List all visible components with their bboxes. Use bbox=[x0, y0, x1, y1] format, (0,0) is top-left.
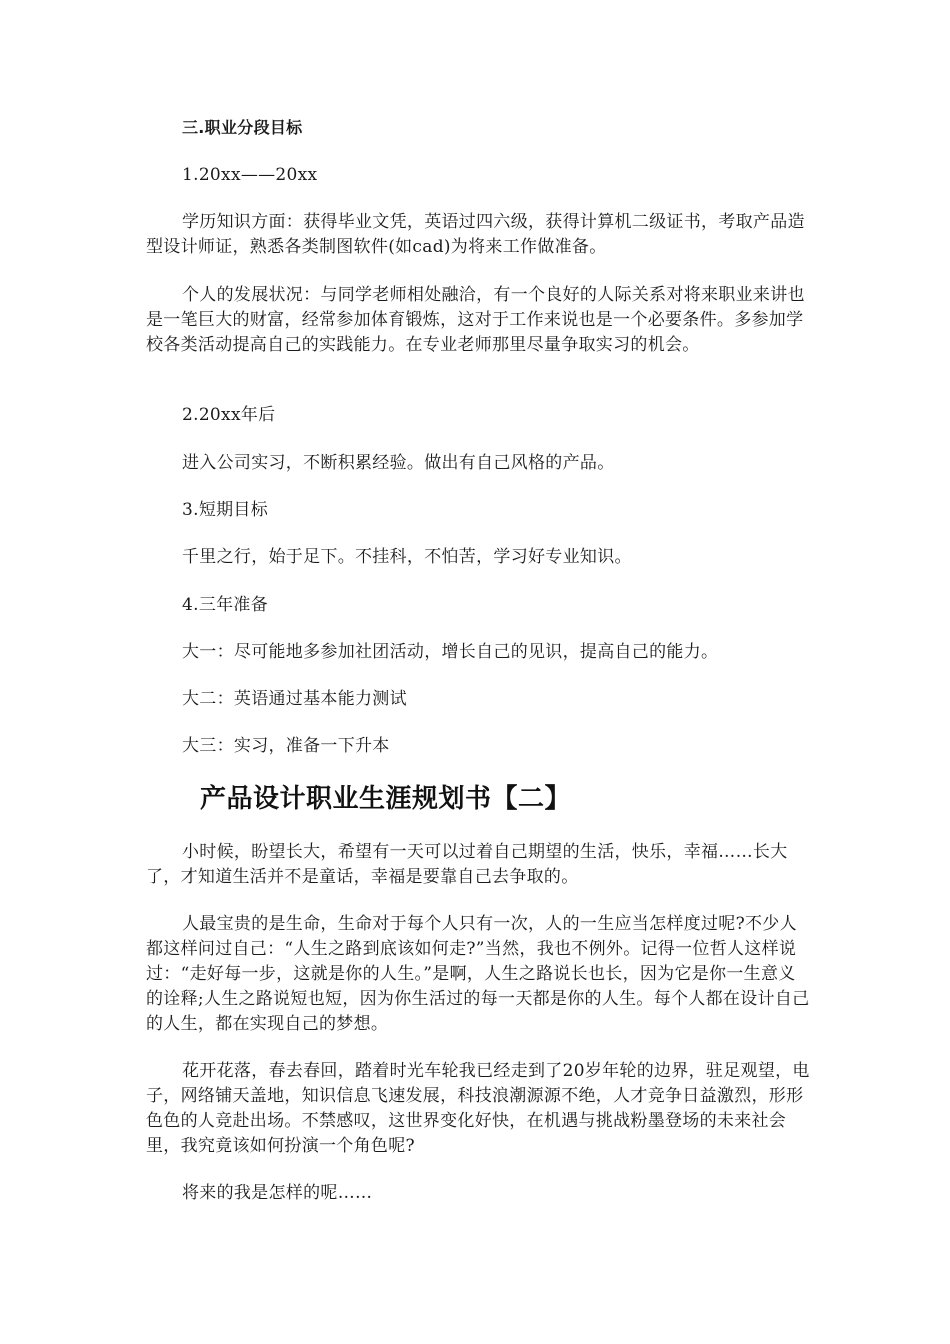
paragraph-future: 将来的我是怎样的呢…… bbox=[182, 1183, 373, 1203]
year-one-plan: 大一：尽可能地多参加社团活动，增长自己的见识，提高自己的能力。 bbox=[182, 642, 719, 662]
stage-2-label: 2.20xx年后 bbox=[182, 405, 276, 425]
stage-1-development-paragraph: 个人的发展状况：与同学老师相处融洽，有一个良好的人际关系对将来职业来讲也是一笔巨大的财富，经常参加体育锻炼，这对于工作来说也是一个必要条件。多参加学校各类活动提高自己的实践能力。在专业老师那里尽量争取实习的机会。 bbox=[146, 285, 805, 355]
stage-1-label: 1.20xx——20xx bbox=[182, 165, 318, 185]
year-two-plan: 大二：英语通过基本能力测试 bbox=[182, 689, 407, 709]
stage-3-text: 千里之行，始于足下。不挂科，不怕苦，学习好专业知识。 bbox=[182, 547, 632, 567]
section-heading: 三.职业分段目标 bbox=[182, 118, 303, 137]
document-title: 产品设计职业生涯规划书【二】 bbox=[200, 784, 572, 814]
paragraph-seasons: 花开花落，春去春回，踏着时光车轮我已经走到了20岁年轮的边界，驻足观望，电子，网络铺天盖地，知识信息飞速发展，科技浪潮源源不绝，人才竞争日益激烈，形形色色的人竞赴出场。不禁感叹，这世界变化好快，在机遇与挑战粉墨登场的未来社会里，我究竟该如何扮演一个角色呢? bbox=[146, 1061, 810, 1156]
stage-1-education-paragraph: 学历知识方面：获得毕业文凭，英语过四六级，获得计算机二级证书，考取产品造型设计师证，熟悉各类制图软件(如cad)为将来工作做准备。 bbox=[146, 212, 805, 257]
stage-4-label: 4.三年准备 bbox=[182, 595, 269, 615]
stage-3-label: 3.短期目标 bbox=[182, 500, 269, 520]
year-three-plan: 大三：实习，准备一下升本 bbox=[182, 736, 390, 756]
paragraph-life: 人最宝贵的是生命，生命对于每个人只有一次，人的一生应当怎样度过呢?不少人都这样问过自己：“人生之路到底该如何走?”当然，我也不例外。记得一位哲人这样说过：“走好每一步，这就是你的人生。”是啊，人生之路说长也长，因为它是你一生意义的诠释;人生之路说短也短，因为你生活过的每一天都是你的人生。每个人都在设计自己的人生，都在实现自己的梦想。 bbox=[146, 914, 810, 1034]
paragraph-childhood: 小时候，盼望长大，希望有一天可以过着自己期望的生活，快乐，幸福……长大了，才知道生活并不是童话，幸福是要靠自己去争取的。 bbox=[146, 842, 788, 887]
stage-2-text: 进入公司实习，不断积累经验。做出有自己风格的产品。 bbox=[182, 453, 615, 473]
